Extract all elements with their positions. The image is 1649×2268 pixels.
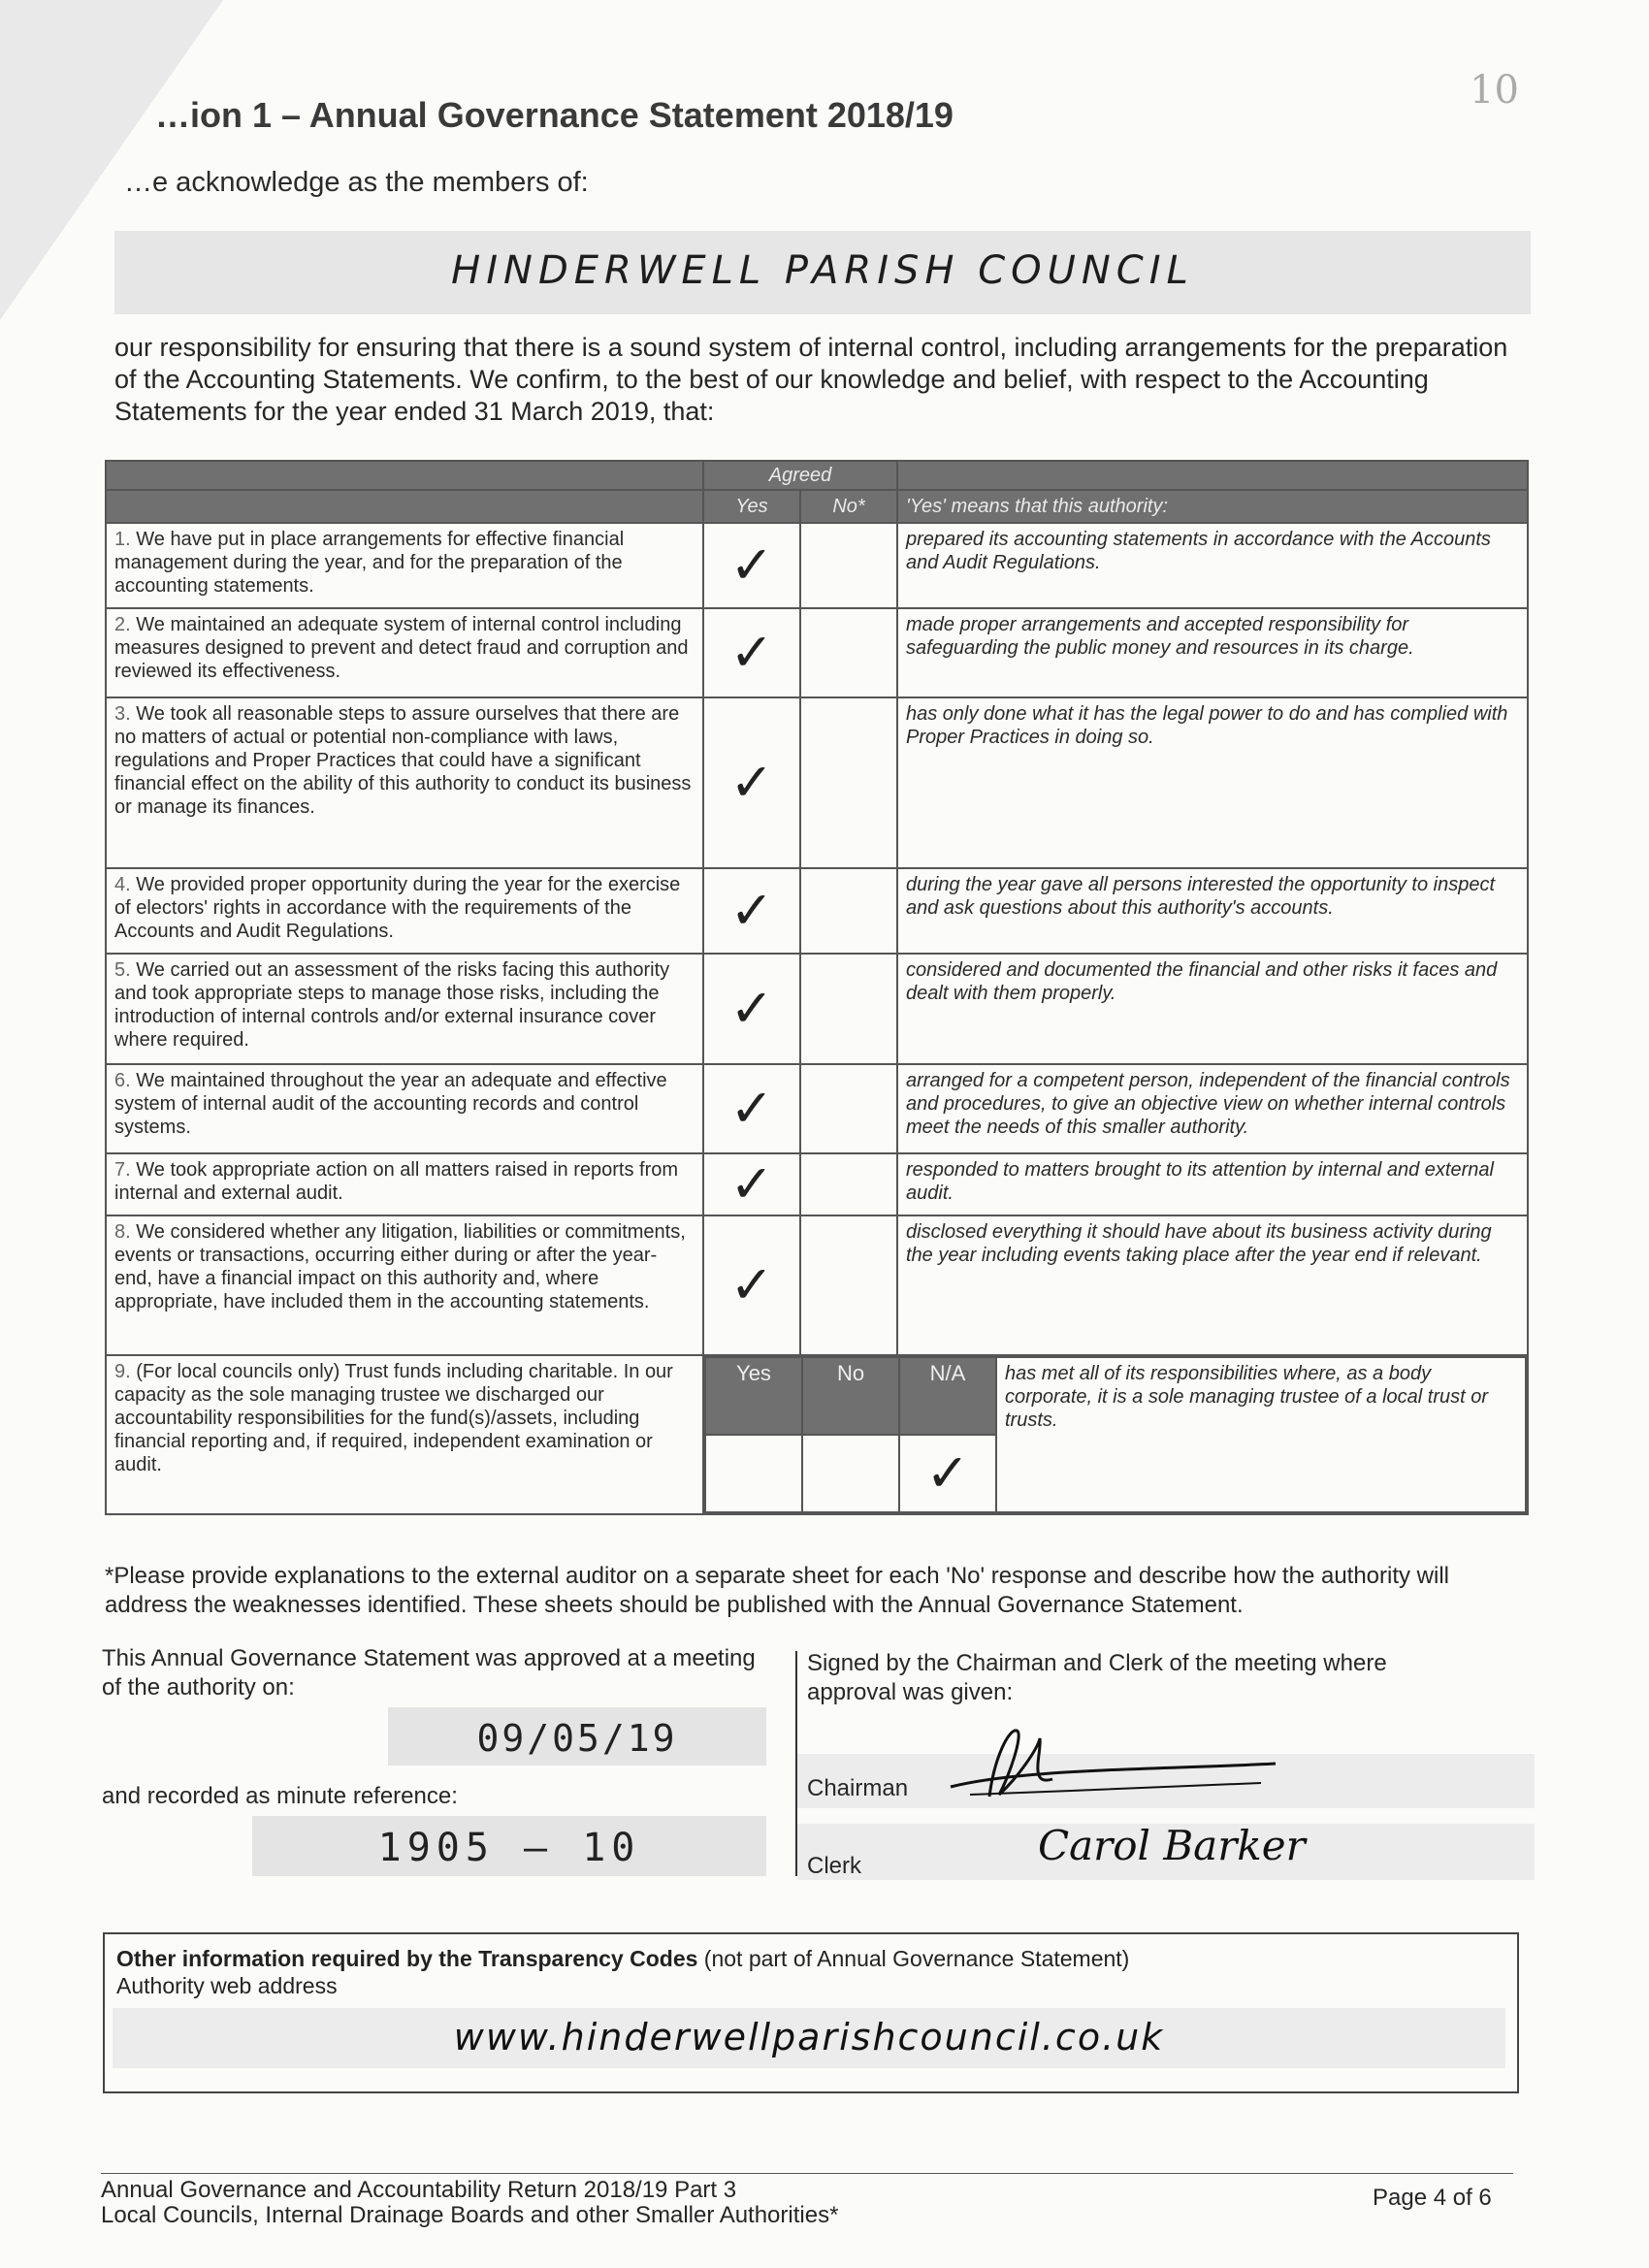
transparency-heading: Other information required by the Transparency Codes (not part of Annual Governance Statement) — [116, 1946, 1130, 1971]
authority-name-field — [114, 231, 1531, 314]
yes-header: Yes — [703, 490, 800, 523]
no-cell — [800, 608, 897, 697]
statement-cell: 4. We provided proper opportunity during the year for the exercise of electors' rights in accordance with the requirements of the Accounts and Audit Regulations. — [106, 868, 703, 954]
tick-mark: ✓ — [925, 1442, 970, 1504]
statement-cell: 1. We have put in place arrangements for effective financial management during the year, and for the preparation of the accounting statements. — [106, 523, 703, 608]
trust-funds-answer-table — [704, 1356, 1527, 1513]
table-row — [106, 954, 1528, 1064]
meeting-date: 09/05/19 — [476, 1717, 678, 1760]
trust-no-header: No — [802, 1357, 899, 1435]
yes-cell — [703, 523, 800, 608]
minute-reference-label: and recorded as minute reference: — [102, 1783, 458, 1809]
no-cell — [800, 868, 897, 954]
means-cell: prepared its accounting statements in accordance with the Accounts and Audit Regulations. — [897, 523, 1528, 608]
means-header: 'Yes' means that this authority: — [897, 490, 1528, 523]
header-spacer — [106, 490, 703, 523]
table-row — [106, 1064, 1528, 1153]
tick-mark: ✓ — [729, 1078, 774, 1139]
table-row-trust-funds — [106, 1355, 1528, 1514]
table-row — [106, 697, 1528, 868]
tick-mark: ✓ — [729, 880, 774, 941]
agreed-header: Agreed — [703, 461, 897, 490]
statement-cell: 5. We carried out an assessment of the risks facing this authority and took appropriate steps to manage those risks, including the introduction of internal controls and/or external insurance cover where required. — [106, 954, 703, 1064]
statement-cell: 2. We maintained an adequate system of internal control including measures designed to prevent and detect fraud and corruption and reviewed its effectiveness. — [106, 608, 703, 697]
no-cell — [800, 1215, 897, 1355]
yes-cell — [703, 868, 800, 954]
yes-cell — [703, 1215, 800, 1355]
tick-mark: ✓ — [729, 1254, 774, 1315]
chairman-signature — [931, 1719, 1280, 1806]
header-spacer — [106, 461, 703, 490]
yes-cell — [703, 1064, 800, 1153]
trust-means-cell: has met all of its responsibilities where, as a body corporate, it is a sole managing trustee of a local trust or trusts. — [996, 1357, 1526, 1512]
table-row — [106, 1215, 1528, 1355]
trust-na-header: N/A — [899, 1357, 996, 1435]
no-cell — [800, 954, 897, 1064]
no-cell — [800, 1153, 897, 1215]
table-row — [106, 608, 1528, 697]
statement-cell: 3. We took all reasonable steps to assure ourselves that there are no matters of actual or potential non-compliance with laws, regulations and Proper Practices that could have a significant financial effect on the ability of this authority to conduct its business or manage its finances. — [106, 697, 703, 868]
yes-cell — [703, 1153, 800, 1215]
trust-na-cell — [899, 1435, 996, 1512]
clerk-signature: Carol Barker — [1038, 1822, 1306, 1869]
page-number: Page 4 of 6 — [1373, 2185, 1492, 2211]
margin-page-note: 10 — [1470, 68, 1519, 113]
governance-table — [105, 460, 1529, 1515]
table-row — [106, 523, 1528, 608]
minute-reference: 1905 – 10 — [377, 1826, 641, 1870]
means-cell: considered and documented the financial and other risks it faces and dealt with them properly. — [897, 954, 1528, 1064]
chairman-label: Chairman — [807, 1775, 909, 1801]
no-cell — [800, 697, 897, 868]
transparency-info-box — [103, 1932, 1519, 2093]
no-cell — [800, 1064, 897, 1153]
statement-cell: 6. We maintained throughout the year an adequate and effective system of internal audit of the accounting records and control systems. — [106, 1064, 703, 1153]
meeting-date-field — [388, 1707, 766, 1766]
footer-rule — [101, 2173, 1513, 2174]
no-header: No* — [800, 490, 897, 523]
signed-by-text: Signed by the Chairman and Clerk of the meeting where approval was given: — [807, 1650, 1387, 1705]
means-cell: arranged for a competent person, independent of the financial controls and procedures, to give an objective view on whether internal controls meet the needs of this smaller authority. — [897, 1064, 1528, 1153]
intro-paragraph: our responsibility for ensuring that there is a sound system of internal control, including arrangements for the preparation of the Accounting Statements. We confirm, to the best of our knowledge and belief, with respect to the Accounting Statements for the year ended 31 March 2019, that: — [114, 333, 1508, 426]
statement-cell: 7. We took appropriate action on all matters raised in reports from internal and external audit. — [106, 1153, 703, 1215]
authority-name: HINDERWELL PARISH COUNCIL — [451, 248, 1194, 293]
trust-yes-cell — [705, 1435, 802, 1512]
means-cell: during the year gave all persons interested the opportunity to inspect and ask questions about this authority's accounts. — [897, 868, 1528, 954]
means-cell: made proper arrangements and accepted responsibility for safeguarding the public money and resources in its charge. — [897, 608, 1528, 697]
yes-cell — [703, 608, 800, 697]
means-cell: has only done what it has the legal power to do and has complied with Proper Practices in doing so. — [897, 697, 1528, 868]
tick-mark: ✓ — [729, 752, 774, 813]
minute-reference-field — [252, 1816, 766, 1876]
web-address-field — [113, 2008, 1505, 2068]
means-cell: responded to matters brought to its attention by internal and external audit. — [897, 1153, 1528, 1215]
approval-text: This Annual Governance Statement was approved at a meeting of the authority on: — [102, 1645, 756, 1701]
trust-no-cell — [802, 1435, 899, 1512]
tick-mark: ✓ — [729, 978, 774, 1039]
footer-authority-type: Local Councils, Internal Drainage Boards and other Smaller Authorities* — [101, 2202, 839, 2228]
tick-mark: ✓ — [729, 1153, 774, 1215]
web-address-label: Authority web address — [116, 1973, 338, 1998]
statement-cell: 8. We considered whether any litigation, liabilities or commitments, events or transactions, occurring either during or after the year-end, have a financial impact on this authority and, where appropriate, have included them in the accounting statements. — [106, 1215, 703, 1355]
no-cell — [800, 523, 897, 608]
no-response-footnote: *Please provide explanations to the external auditor on a separate sheet for each 'No' response and describe how the authority will address the weaknesses identified. These sheets should be published with the Annual Governance Statement. — [105, 1563, 1450, 1618]
statement-cell: 9. (For local councils only) Trust funds including charitable. In our capacity as the sole managing trustee we discharged our accountability responsibilities for the fund(s)/assets, including financial reporting and, if required, independent examination or audit. — [106, 1355, 703, 1514]
table-row — [106, 868, 1528, 954]
yes-cell — [703, 954, 800, 1064]
tick-mark: ✓ — [729, 535, 774, 596]
tick-mark: ✓ — [729, 622, 774, 683]
trust-funds-answer-cell — [703, 1355, 1528, 1514]
trust-yes-header: Yes — [705, 1357, 802, 1435]
footer-return-title: Annual Governance and Accountability Return 2018/19 Part 3 — [101, 2177, 737, 2203]
section-title: …ion 1 – Annual Governance Statement 2018/19 — [155, 95, 954, 135]
web-address: www.hinderwellparishcouncil.co.uk — [453, 2016, 1165, 2058]
acknowledge-line: …e acknowledge as the members of: — [124, 167, 589, 198]
yes-cell — [703, 697, 800, 868]
table-row — [106, 1153, 1528, 1215]
header-spacer — [897, 461, 1528, 490]
clerk-label: Clerk — [807, 1853, 862, 1879]
means-cell: disclosed everything it should have about its business activity during the year including events taking place after the year end if relevant. — [897, 1215, 1528, 1355]
